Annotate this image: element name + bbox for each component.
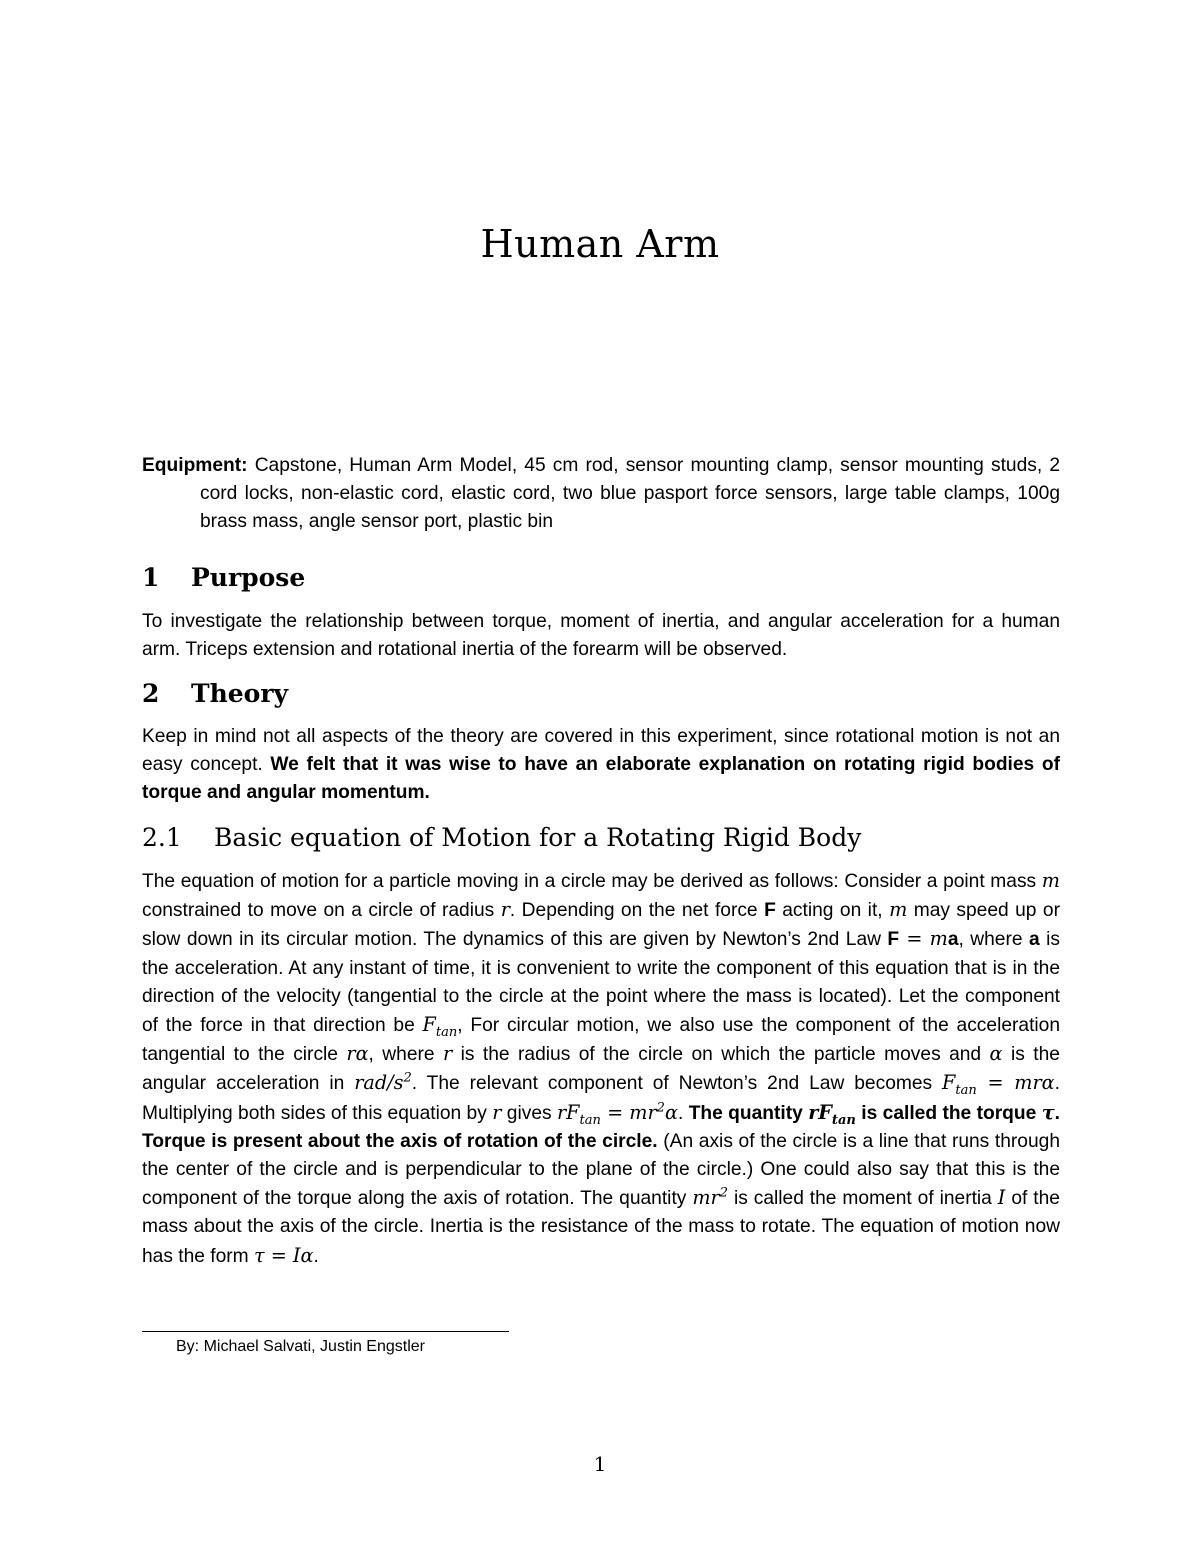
section-heading-purpose	[142, 563, 1060, 592]
section-title: Basic equation of Motion for a Rotating Rigid Body	[214, 823, 862, 852]
theory-paragraph	[142, 723, 1060, 808]
section-title: Theory	[191, 679, 289, 708]
bold-segment: The quantity	[688, 1102, 803, 1124]
text-segment: , For circular motion, we also use the component of the acceleration tangential to the circle	[142, 1015, 1061, 1066]
text-segment: .	[677, 1102, 684, 1124]
math-rad-s: rad/s	[354, 1071, 404, 1095]
bold-segment: is called the torque	[861, 1102, 1037, 1124]
text-segment: . Depending on the net force	[509, 900, 758, 922]
math-superscript: 2	[403, 1071, 412, 1087]
math-mr: mr	[692, 1186, 720, 1210]
math-mr-squared	[692, 1186, 728, 1209]
math-m: m	[1041, 869, 1060, 892]
footnote-authors: By: Michael Salvati, Justin Engstler	[176, 1338, 425, 1355]
math-subscript-tan: tan	[831, 1112, 856, 1128]
math-r-alpha: rα	[346, 1042, 369, 1066]
math-rf: rF	[556, 1100, 580, 1124]
equipment-paragraph	[142, 452, 1060, 537]
section-heading-theory	[142, 679, 1060, 708]
math-equals-mr-alpha: = mrα	[976, 1071, 1055, 1095]
math-f-tan	[422, 1013, 458, 1040]
math-m: m	[889, 898, 908, 922]
math-equals-m: = m	[899, 927, 948, 951]
text-segment: .	[313, 1245, 319, 1267]
text-segment: constrained to move on a circle of radius	[142, 900, 495, 922]
page-number: 1	[593, 1452, 607, 1476]
math-superscript: 2	[656, 1100, 665, 1116]
text-segment: is the acceleration. At any instant of time, it is convenient to write the component of this equation that is in the direction of the velocity (tangential to the circle at the point where the mass is located). Let the component of the force in that direction be	[142, 929, 1060, 1037]
math-f-tan	[942, 1071, 1055, 1099]
text-segment: (An axis of the circle is a line that runs through the center of the circle and is perpendicular to the plane of the circle.) One could also say that this is the component of the torque along the axis of rotation. The quantity	[142, 1130, 1060, 1210]
math-f: F	[422, 1013, 436, 1037]
text-segment: is the angular acceleration in	[142, 1044, 1060, 1095]
text-segment: , where	[958, 929, 1023, 951]
document-title: Human Arm	[480, 222, 720, 266]
basic-equation-paragraph	[142, 867, 1060, 1271]
math-r: r	[492, 1100, 502, 1124]
math-superscript: 2	[719, 1185, 728, 1201]
math-r: r	[500, 898, 510, 922]
math-rad-per-s2	[354, 1071, 412, 1094]
text-segment: of the mass about the axis of the circle. Inertia is the resistance of the mass to rotate. The equation of motion now has the form	[142, 1188, 1060, 1267]
text-segment: may speed up or slow down in its circular motion. The dynamics of this are given by Newton’s 2nd Law	[142, 900, 1060, 951]
footnote-divider	[142, 1331, 509, 1332]
math-force-vector: F	[887, 929, 900, 951]
math-f: F	[942, 1071, 956, 1095]
math-i: I	[997, 1186, 1006, 1210]
math-subscript-tan: tan	[955, 1083, 977, 1099]
text-segment: is called the moment of inertia	[733, 1188, 992, 1210]
theory-text: Keep in mind not all aspects of the theory are covered in this experiment, since rotational motion is not an easy concept.	[142, 726, 1060, 776]
text-segment: is the radius of the circle on which the particle moves and	[460, 1044, 982, 1066]
math-subscript-tan: tan	[435, 1024, 458, 1040]
text-segment: . The relevant component of Newton’s 2nd Law becomes	[411, 1073, 933, 1095]
math-tau-equation: τ = Iα	[254, 1243, 314, 1267]
text-segment: acting on it,	[782, 900, 883, 922]
subsection-heading-basic-equation	[142, 823, 1060, 852]
math-alpha: α	[664, 1100, 678, 1124]
text-segment: The equation of motion for a particle moving in a circle may be derived as follows: Consider a point mass	[142, 871, 1037, 892]
text-segment: . Multiplying both sides of this equation by	[142, 1073, 1060, 1124]
math-rf: rF	[808, 1100, 832, 1124]
text-segment: , where	[368, 1044, 435, 1066]
math-acceleration-vector: a	[947, 929, 959, 951]
math-alpha: α	[989, 1042, 1003, 1066]
math-tau: τ	[1041, 1100, 1055, 1124]
math-rf-tan	[808, 1100, 856, 1128]
math-equals-mr: = mr	[600, 1100, 657, 1124]
section-number: 2	[142, 679, 160, 708]
math-subscript-tan: tan	[579, 1112, 601, 1128]
math-acceleration-vector: a	[1029, 929, 1040, 951]
equipment-list: Capstone, Human Arm Model, 45 cm rod, sensor mounting clamp, sensor mounting studs, 2 cord locks, non-elastic cord, elastic cord, two blue pasport force sensors, large table clamps, 100g brass mass, angle sensor port, plastic bin	[200, 455, 1060, 533]
theory-bold-text: We felt that it was wise to have an elaborate explanation on rotating rigid bodies of torque and angular momentum.	[142, 754, 1060, 804]
purpose-paragraph: To investigate the relationship between torque, moment of inertia, and angular acceleration for a human arm. Triceps extension and rotational inertia of the forearm will be observed.	[142, 611, 1060, 661]
section-title: Purpose	[191, 563, 306, 592]
equipment-label: Equipment:	[142, 455, 248, 476]
section-number: 2.1	[142, 823, 182, 852]
section-number: 1	[142, 563, 160, 592]
bold-segment: . Torque is present about the axis of rotation of the circle.	[142, 1102, 1060, 1152]
math-force-vector: F	[764, 900, 776, 922]
math-rf-tan-equation	[556, 1100, 678, 1128]
math-r: r	[443, 1042, 453, 1066]
text-segment: gives	[506, 1102, 552, 1124]
